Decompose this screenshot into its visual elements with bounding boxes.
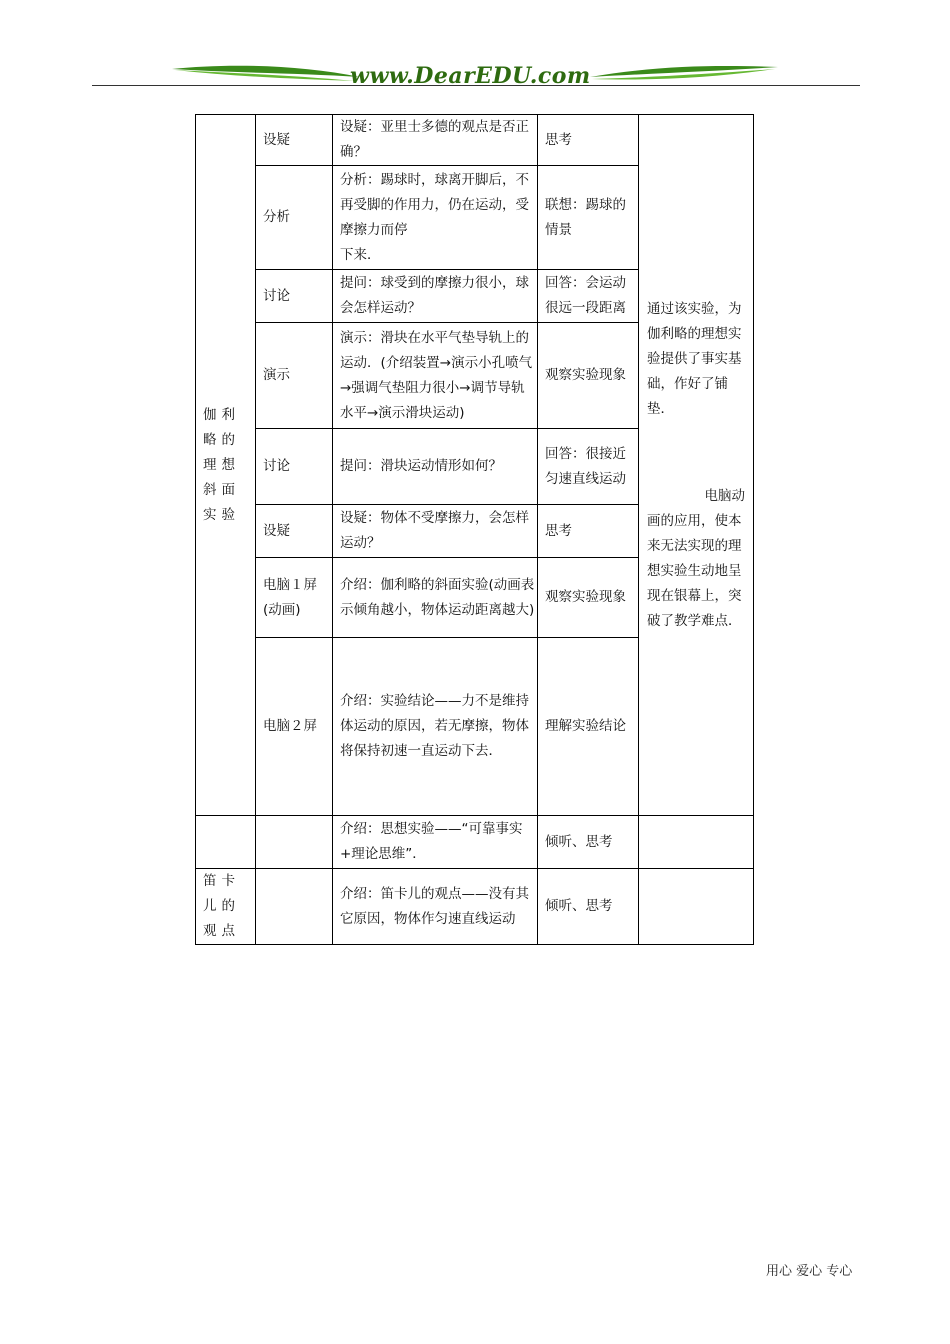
student-cell: 观察实验现象 [538,558,639,638]
lesson-table [195,114,754,945]
step-cell [256,869,333,945]
content-cell: 设疑：亚里士多德的观点是否正确？ [333,115,538,166]
step-cell [256,816,333,869]
student-cell: 思考 [538,115,639,166]
step-cell: 分析 [256,166,333,270]
step-cell: 电脑１屏(动画) [256,558,333,638]
content-cell: 提问：球受到的摩擦力很小，球会怎样运动？ [333,270,538,323]
step-cell: 讨论 [256,429,333,505]
content-cell: 介绍：笛卡儿的观点——没有其它原因，物体作匀速直线运动 [333,869,538,945]
student-cell: 回答：会运动很远一段距离 [538,270,639,323]
design-note-1: 通过该实验，为伽利略的理想实验提供了事实基础，作好了铺垫． [647,300,742,417]
section-title: 笛卡儿的观点 [196,869,256,945]
section-cell [196,816,256,869]
step-cell: 设疑 [256,505,333,558]
student-cell: 倾听、思考 [538,869,639,945]
footer-text: 用心 爱心 专心 [766,1264,853,1279]
section-title: 伽利略的理想斜面实验 [196,115,256,816]
site-logo-text: www.DearEDU.com [350,63,591,89]
student-cell: 观察实验现象 [538,323,639,429]
student-cell: 回答：很接近匀速直线运动 [538,429,639,505]
content-cell: 设疑：物体不受摩擦力，会怎样运动？ [333,505,538,558]
note-cell [639,869,754,945]
student-cell: 理解实验结论 [538,638,639,816]
table-row [196,869,754,945]
student-cell: 联想：踢球的情景 [538,166,639,270]
step-cell: 演示 [256,323,333,429]
student-cell: 思考 [538,505,639,558]
page-header [0,55,950,95]
note-cell [639,816,754,869]
table-row [196,816,754,869]
design-note-cell [639,115,754,816]
content-cell: 介绍：实验结论——力不是维持体运动的原因，若无摩擦，物体将保持初速一直运动下去． [333,638,538,816]
design-note-2-head: 电脑动 [704,487,745,504]
content-cell: 演示：滑块在水平气垫导轨上的运动．(介绍装置→演示小孔喷气→强调气垫阻力很小→调节导轨水平→演示滑块运动) [333,323,538,429]
content-cell: 介绍：思想实验——“可靠事实+理论思维”． [333,816,538,869]
step-cell: 设疑 [256,115,333,166]
content-cell: 介绍：伽利略的斜面实验(动画表示倾角越小，物体运动距离越大) [333,558,538,638]
content-cell [333,166,538,270]
step-cell: 电脑２屏 [256,638,333,816]
content-text-cont: 下来． [340,246,381,263]
student-cell: 倾听、思考 [538,816,639,869]
table-row [196,115,754,166]
content-text: 分析：踢球时，球离开脚后，不再受脚的作用力，仍在运动，受摩擦力而停 [340,171,529,238]
design-note-2: 画的应用，使本来无法实现的理想实验生动地呈现在银幕上，突破了教学难点． [647,512,742,629]
content-cell: 提问：滑块运动情形如何？ [333,429,538,505]
header-rule [92,85,860,86]
step-cell: 讨论 [256,270,333,323]
